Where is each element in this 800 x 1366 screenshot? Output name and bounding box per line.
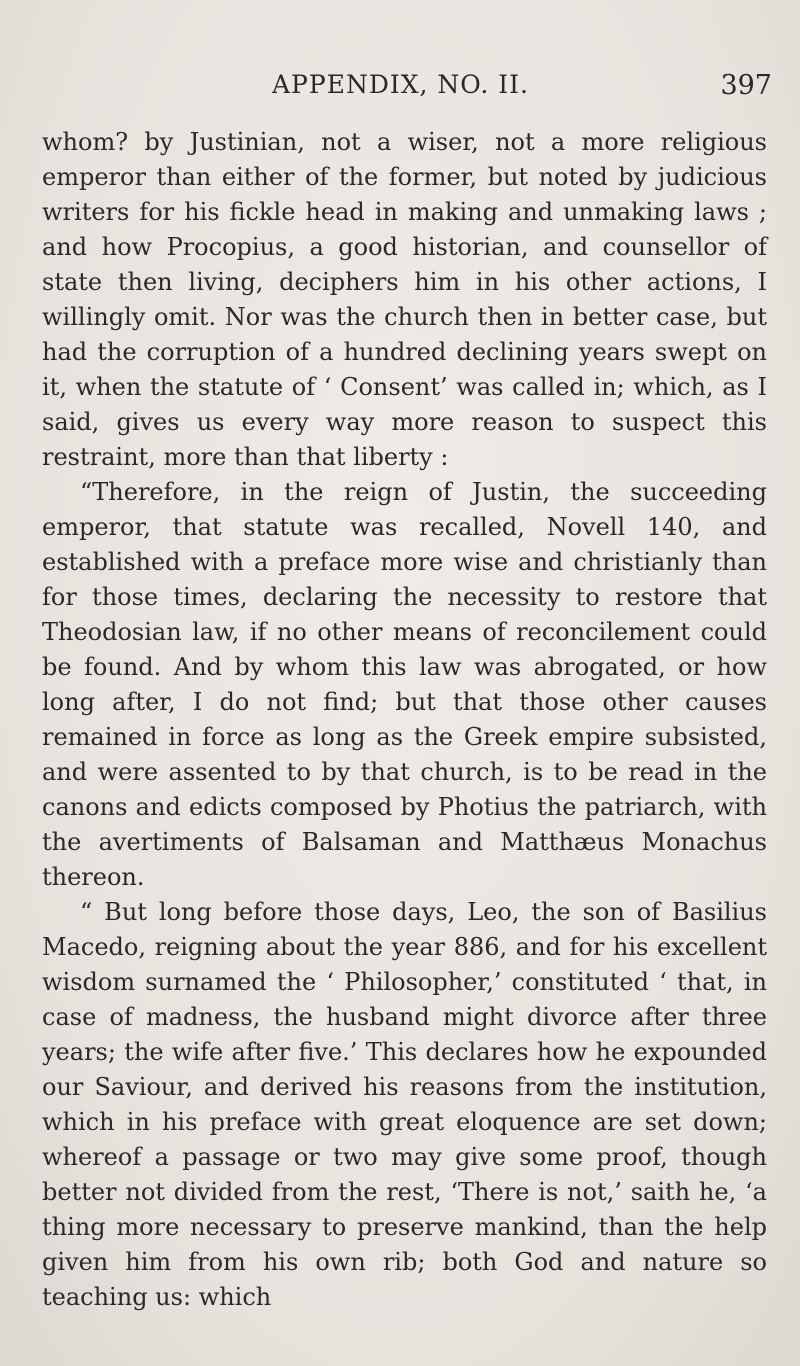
body-text xyxy=(42,125,767,1315)
page-number: 397 xyxy=(720,70,772,101)
paragraph: “ But long before those days, Leo, the son of Basilius Macedo, reigning about the year 886, and for his excellent wisdom surnamed the ‘ Philosopher,’ constituted ‘ that, in case of madness, the husband might divorce after three years; the wife after five.’ This declares how he expounded our Saviour, and derived his reasons from the institution, which in his preface with great eloquence are set down; whereof a passage or two may give some proof, though better not divided from the rest, ‘There is not,’ saith he, ‘a thing more necessary to preserve mankind, than the help given him from his own rib; both God and nature so teaching us: which xyxy=(42,898,767,1311)
running-head: APPENDIX, NO. II. xyxy=(272,70,529,99)
page-header xyxy=(0,70,800,106)
paragraph: “Therefore, in the reign of Justin, the succeeding emperor, that statute was recalled, Novell 140, and established with a preface more wise and christianly than for those times, declaring the necessity to restore that Theodosian law, if no other means of reconcilement could be found. And by whom this law was abrogated, or how long after, I do not find; but that those other causes remained in force as long as the Greek empire subsisted, and were assented to by that church, is to be read in the canons and edicts composed by Photius the patriarch, with the avertiments of Balsaman and Matthæus Monachus thereon. xyxy=(42,478,767,891)
paragraph: whom? by Justinian, not a wiser, not a more religious emperor than either of the former, but noted by judicious writers for his fickle head in making and unmaking laws ; and how Procopius, a good historian, and counsellor of state then living, deciphers him in his other actions, I willingly omit. Nor was the church then in better case, but had the corruption of a hundred declining years swept on it, when the statute of ‘ Consent’ was called in; which, as I said, gives us every way more reason to suspect this restraint, more than that liberty : xyxy=(42,128,767,471)
